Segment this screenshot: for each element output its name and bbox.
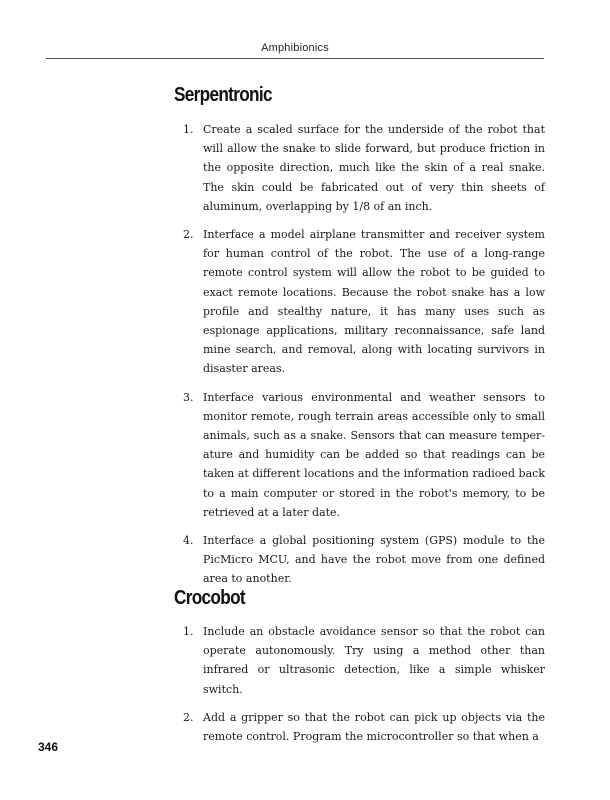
list-item	[174, 622, 545, 699]
list-item	[174, 120, 545, 216]
item-text: Create a scaled surface for the underside of the robot that will allow the snake to slide forward, but produce friction in the opposite direction, much like the skin of a real snake. The skin could be fabricated out of very thin sheets of aluminum, overlapping by 1/8 of an inch.	[203, 123, 545, 213]
item-number: 4.	[183, 534, 194, 548]
item-text: Interface a model airplane transmitter and receiver system for human control of the robot. The use of a long-range remote control system will allow the robot to be guided to exact remote locations. Because the robot snake has a low profile and stealthy nature, it has many uses such as espionage applications, military reconnaissance, safe land mine search, and removal, along with locating survivors in disaster areas.	[203, 228, 545, 376]
header-rule	[46, 58, 544, 59]
section-title-crocobot: Crocobot	[174, 587, 245, 609]
crocobot-list	[174, 622, 545, 755]
running-head-title: Amphibionics	[261, 42, 329, 54]
item-number: 2.	[183, 710, 194, 724]
item-number: 2.	[183, 228, 194, 242]
item-number: 1.	[183, 123, 194, 136]
item-text: Add a gripper so that the robot can pick up objects via the remote control. Program the microcontroller so that when a	[203, 710, 545, 744]
section-title-serpentronic: Serpentronic	[174, 84, 272, 106]
list-item	[174, 708, 545, 746]
item-text: Interface a global positioning system (GPS) module to the PicMicro MCU, and have the robot move from one defined area to another.	[203, 534, 545, 586]
list-item	[174, 531, 545, 589]
list-item	[174, 388, 545, 522]
item-number: 3.	[183, 390, 194, 404]
item-number: 1.	[183, 625, 194, 638]
item-text: Interface various environmental and weather sensors to monitor remote, rough terrain areas accessible only to small animals, such as a snake. Sensors that can measure temperature and humidity can be added so that readings can be taken at different locations and the information radioed back to a main computer or stored in the robot's memory, to be retrieved at a later date.	[203, 390, 545, 519]
list-item	[174, 225, 545, 379]
item-text: Include an obstacle avoidance sensor so that the robot can operate autonomously. Try using a method other than infrared or ultrasonic detection, like a simple whisker switch.	[203, 625, 545, 696]
page-number: 346	[38, 740, 59, 754]
serpentronic-list	[174, 120, 545, 598]
